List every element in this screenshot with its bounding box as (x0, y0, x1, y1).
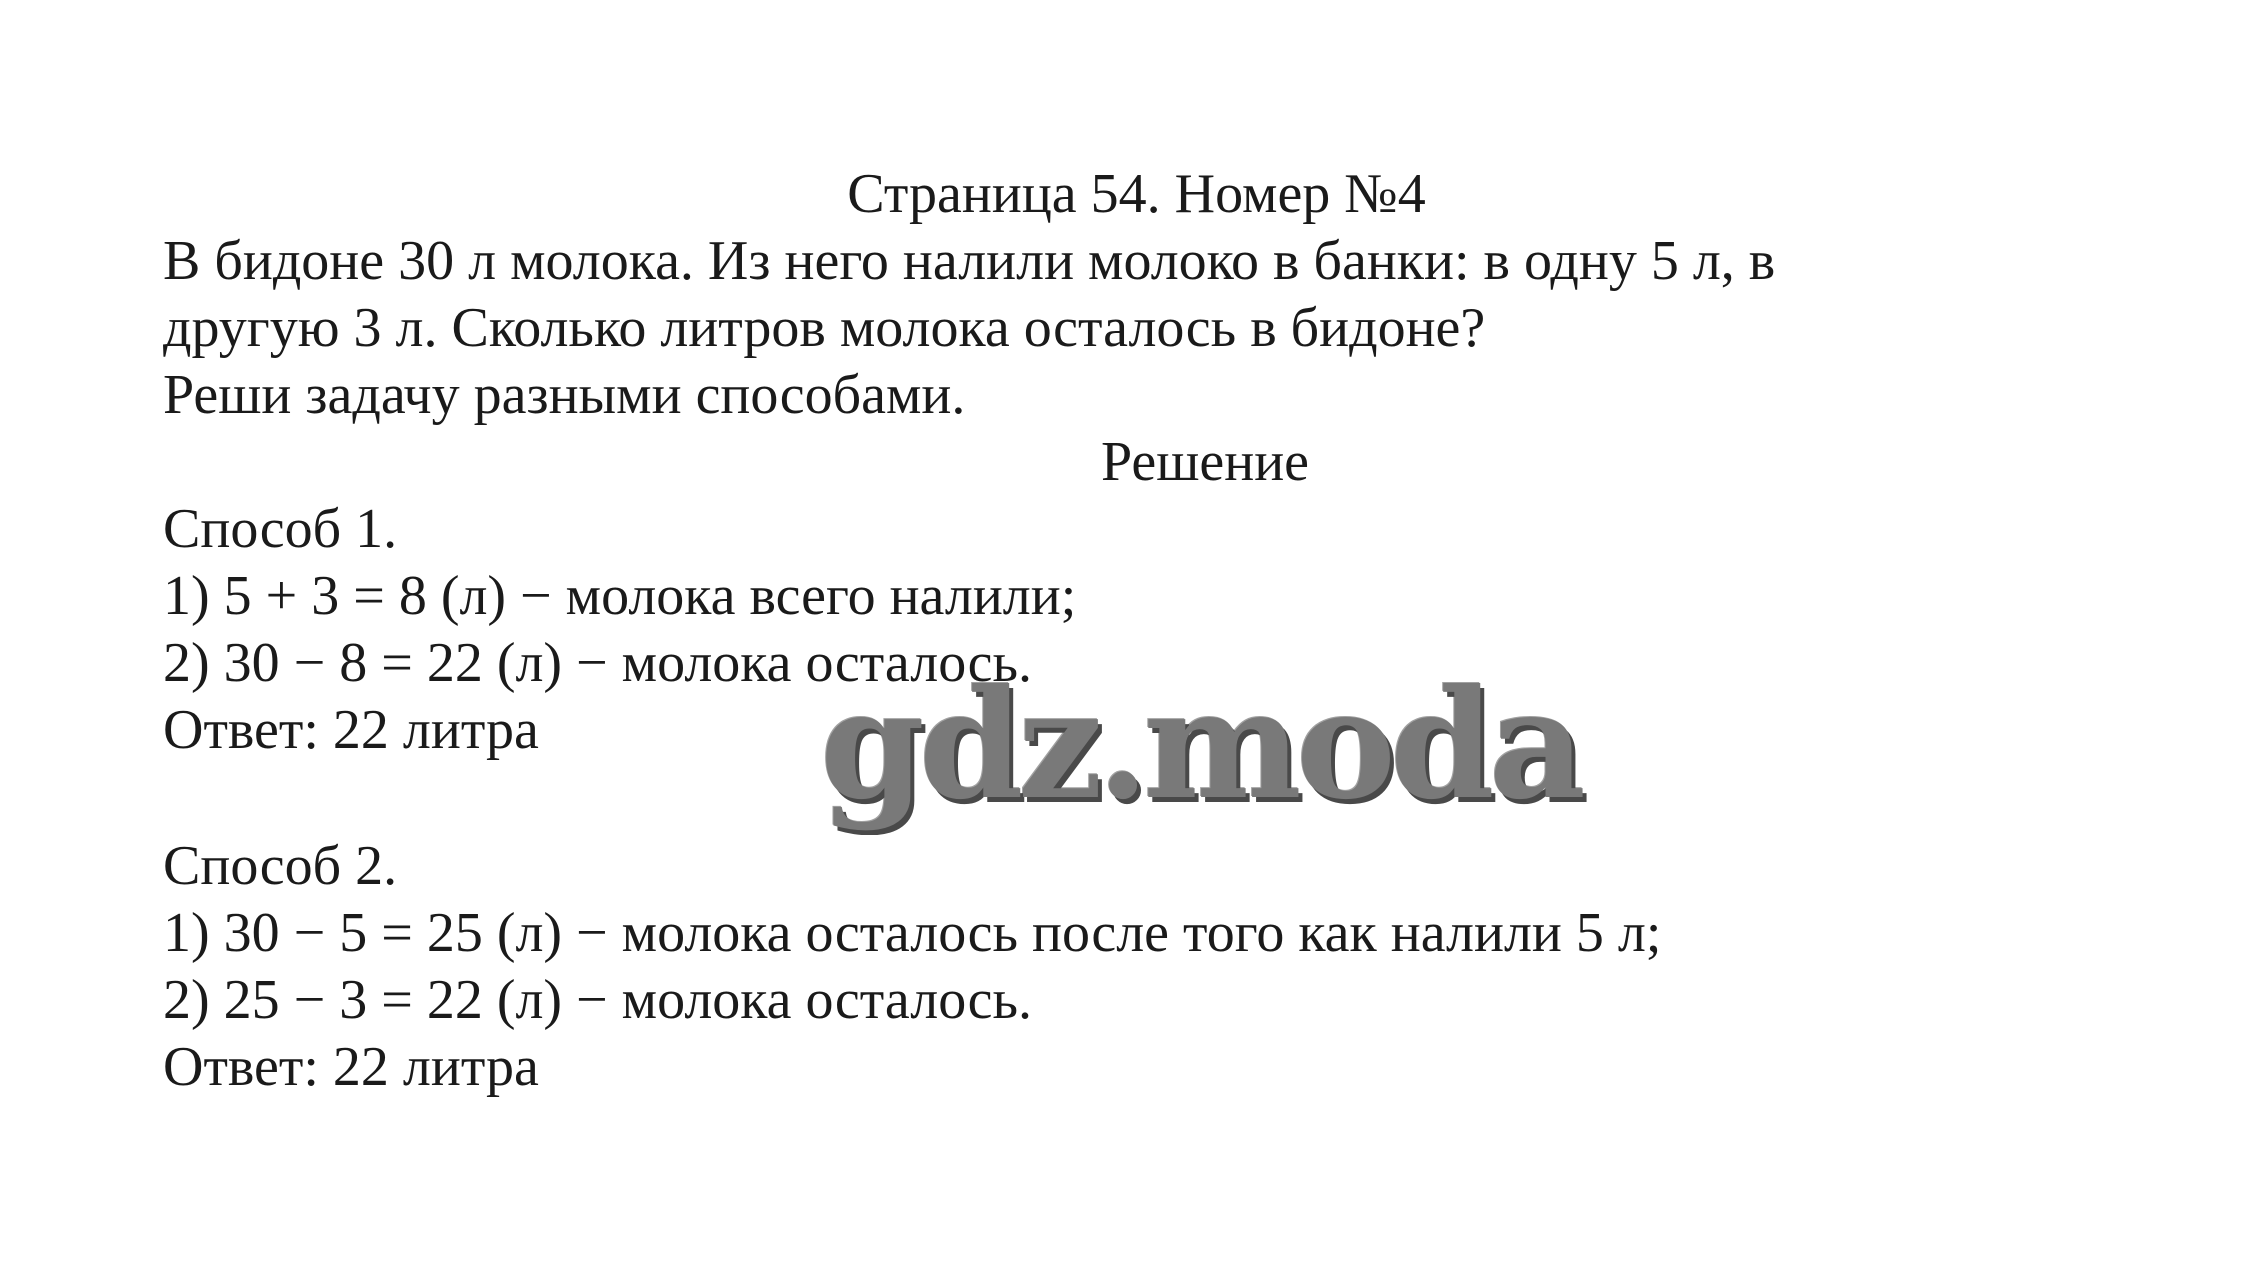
method-1-answer: Ответ: 22 литра (163, 699, 539, 761)
site-watermark: gdz.moda (820, 657, 1581, 833)
method-2-label: Способ 2. (163, 835, 398, 897)
method-1-step-2: 2) 30 − 8 = 22 (л) − молока осталось. (163, 632, 1032, 694)
problem-line-1: В бидоне 30 л молока. Из него налили молоко в банки: в одну 5 л, в (163, 230, 1776, 292)
page-title: Страница 54. Номер №4 (847, 163, 1426, 225)
problem-line-3: Реши задачу разными способами. (163, 364, 966, 426)
method-2-answer: Ответ: 22 литра (163, 1036, 539, 1098)
method-1-label: Способ 1. (163, 498, 398, 560)
solution-heading: Решение (1100, 431, 1310, 493)
method-2-step-1: 1) 30 − 5 = 25 (л) − молока осталось после того как налили 5 л; (163, 902, 1662, 964)
method-2-step-2: 2) 25 − 3 = 22 (л) − молока осталось. (163, 969, 1032, 1031)
method-1-step-1: 1) 5 + 3 = 8 (л) − молока всего налили; (163, 565, 1077, 627)
problem-line-2: другую 3 л. Сколько литров молока осталось в бидоне? (163, 297, 1486, 359)
